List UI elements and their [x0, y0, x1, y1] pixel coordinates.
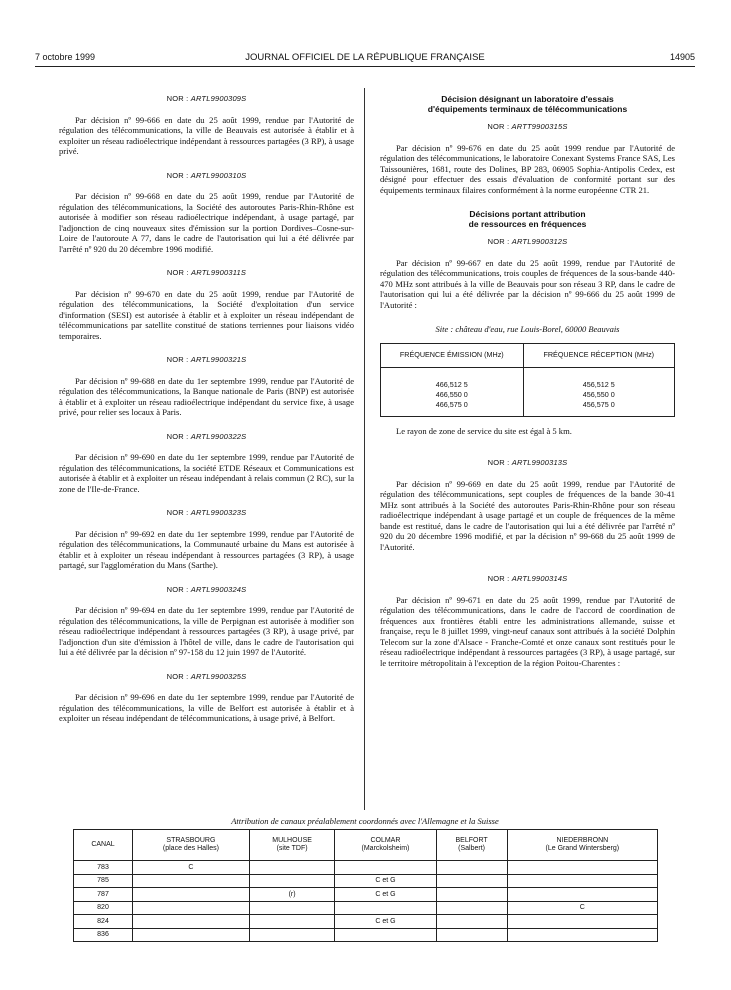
section-title-laboratoire: [380, 94, 675, 114]
canaux-table: [73, 829, 658, 942]
header-rule: [35, 66, 695, 67]
canal-assignment: [133, 874, 250, 888]
freq-cell: 466,550 0: [381, 390, 524, 400]
section-title-line: d'équipements terminaux de télécommunications: [427, 104, 628, 114]
canal-assignment: [507, 861, 657, 875]
table-row: [74, 901, 658, 915]
nor-prefix: NOR :: [166, 508, 189, 517]
canal-number: 824: [74, 915, 133, 929]
decision-paragraph: Par décision nº 99-690 en date du 1er septembre 1999, rendue par l'Autorité de régulation des télécommunications, la société ETDE Réseaux et Communications est autorisée à établir et à exploiter un réseau indépendant à relais commun (2 RC), sur la zone de l'Ile-de-France.: [59, 452, 354, 494]
canal-assignment: [249, 861, 335, 875]
canaux-header-cell: [335, 830, 436, 861]
canaux-table-caption: Attribution de canaux préalablement coordonnés avec l'Allemagne et la Suisse: [231, 816, 499, 826]
nor-reference: [59, 432, 354, 443]
nor-reference: [59, 355, 354, 366]
decision-paragraph: Par décision nº 99-694 en date du 1er septembre 1999, rendue par l'Autorité de régulation des télécommunications, la ville de Perpignan est autorisée à modifier son réseau radioélectrique indépendant à ressources partagées (3 RP), à usage privé, par l'adjonction d'un site d'émission à l'hôtel de ville, dans le cadre de l'autorisation qui lui a été délivrée par la décision nº 97-158 du 12 juin 1997 de l'Autorité.: [59, 605, 354, 657]
nor-reference: [59, 508, 354, 519]
nor-code: ARTL9900310S: [190, 170, 247, 180]
canal-assignment: [436, 874, 507, 888]
canaux-header-cell: [249, 830, 335, 861]
header-line: NIEDERBRONN: [556, 836, 609, 844]
decision-paragraph: Par décision nº 99-688 en date du 1er septembre 1999, rendue par l'Autorité de régulation des télécommunications, la Banque nationale de Paris (BNP) est autorisée à établir et à exploiter un réseau radioélectrique indépendant du service fixe, à usage privé, pour relier ses locaux à Paris.: [59, 375, 354, 417]
nor-reference: [59, 171, 354, 182]
left-column: [59, 94, 354, 738]
canal-assignment: [436, 915, 507, 929]
column-divider: [364, 88, 365, 810]
frequency-table: [380, 343, 675, 417]
nor-prefix: NOR :: [487, 574, 510, 583]
table-spacer: [381, 367, 524, 380]
canal-assignment: [507, 928, 657, 942]
decision-paragraph: Par décision nº 99-671 en date du 25 août 1999, rendue par l'Autorité de régulation des télécommunications, dans le cadre de l'accord de coordination de fréquences aux frontières établi entre les administrations allemande, suisse et française, reçu le 8 juillet 1999, vingt-neuf canaux sont attribués à la société Dolphin Telecom sur la zone d'Alsace - Franche-Comté et onze canaux sont restitués pour le réseau radioélectrique indépendant à ressources partagées (3 RP), à usage partagé, sur le territoire métropolitain à l'exception de la région Poitou-Charentes :: [380, 594, 675, 668]
table-row: [74, 874, 658, 888]
header-line: MULHOUSE: [272, 836, 312, 844]
table-row: [381, 380, 675, 390]
header-date: 7 octobre 1999: [35, 52, 96, 62]
nor-code: ARTT9900315S: [511, 122, 568, 131]
right-column: [380, 94, 675, 682]
canal-assignment: C et G: [335, 888, 436, 902]
header-line: BELFORT: [455, 836, 488, 844]
decision-paragraph: Par décision nº 99-676 en date du 25 août 1999 rendue par l'Autorité de régulation des télécommunications, le laboratoire Conexant Systems France SAS, Les Taissounières, 1681, route des Dolines, BP 283, 06905 Sophia-Antipolis Cedex, est désigné pour effectuer des essais d'évaluation de conformité portant sur des équipements terminaux filaires conformément à la norme européenne CTR 21.: [380, 142, 675, 195]
nor-reference: [59, 672, 354, 683]
nor-prefix: NOR :: [166, 170, 189, 180]
nor-code: ARTL9900314S: [511, 574, 568, 583]
nor-reference: [380, 237, 675, 248]
nor-code: ARTL9900325S: [190, 671, 247, 681]
nor-reference: [380, 122, 675, 133]
canal-assignment: [133, 901, 250, 915]
canal-assignment: [436, 901, 507, 915]
canal-number: 783: [74, 861, 133, 875]
header-line: (Marckolsheim): [361, 845, 410, 852]
canaux-header-cell: [436, 830, 507, 861]
header-journal-title: JOURNAL OFFICIEL DE LA RÉPUBLIQUE FRANÇAISE: [245, 52, 485, 63]
canal-assignment: [507, 874, 657, 888]
nor-reference: [380, 458, 675, 469]
nor-reference: [59, 585, 354, 596]
nor-prefix: NOR :: [166, 431, 189, 441]
nor-code: ARTL9900309S: [190, 94, 247, 103]
table-row: [74, 915, 658, 929]
nor-code: ARTL9900313S: [511, 458, 568, 467]
canal-assignment: [249, 874, 335, 888]
freq-header-reception: FRÉQUENCE RÉCEPTION (MHz): [523, 343, 674, 367]
canaux-header-cell: [507, 830, 657, 861]
canal-assignment: [249, 928, 335, 942]
header-line: CANAL: [91, 840, 115, 848]
decision-paragraph: Par décision nº 99-696 en date du 1er septembre 1999, rendue par l'Autorité de régulation des télécommunications, la ville de Belfort est autorisée à établir et à exploiter un réseau indépendant de télécommunications, à usage privé, à Belfort.: [59, 692, 354, 723]
canal-assignment: [133, 928, 250, 942]
canal-assignment: [133, 888, 250, 902]
decision-paragraph: Par décision nº 99-669 en date du 25 août 1999, rendue par l'Autorité de régulation des télécommunications, sept couples de fréquences de la bande 30-41 MHz sont attribués à la Société des autoroutes Paris-Rhin-Rhône pour son réseau radioélectrique indépendant à usage partagé et un couple de fréquences de la même bande est restitué, dans le cadre de l'autorisation qui lui a été délivrée par l'arrêté nº 920 du 20 décembre 1996 modifié, et par la décision nº 99-668 du 25 août 1999 de l'Autorité.: [380, 478, 675, 552]
table-header-row: [74, 830, 658, 861]
canal-number: 820: [74, 901, 133, 915]
nor-reference: [59, 94, 354, 105]
canal-assignment: [507, 888, 657, 902]
table-spacer: [523, 367, 674, 380]
header-line: COLMAR: [370, 836, 401, 844]
canal-assignment: [249, 915, 335, 929]
freq-cell: 456,575 0: [523, 400, 674, 417]
canal-assignment: (r): [249, 888, 335, 902]
nor-reference: [380, 574, 675, 585]
canal-number: 785: [74, 874, 133, 888]
nor-prefix: NOR :: [487, 122, 510, 131]
nor-prefix: NOR :: [166, 671, 189, 681]
site-label: Site : château d'eau, rue Louis-Borel, 60000 Beauvais: [435, 324, 620, 334]
canaux-header-cell: [133, 830, 250, 861]
canal-assignment: [133, 915, 250, 929]
nor-reference: [59, 268, 354, 279]
header-line: (place des Halles): [162, 845, 219, 852]
canaux-header-cell: [74, 830, 133, 861]
section-title-frequences: [380, 209, 675, 229]
table-row: [74, 928, 658, 942]
nor-prefix: NOR :: [487, 458, 510, 467]
nor-prefix: NOR :: [166, 355, 189, 364]
decision-paragraph: Par décision nº 99-668 en date du 25 août 1999, rendue par l'Autorité de régulation des télécommunications, la Société des autoroutes Paris-Rhin-Rhône est autorisée à modifier son réseau radioélectrique indépendant, à usage partagé, par l'adjonction de cinq nouveaux sites d'émission sur la portion Dordives–Cosne-sur-Loire de l'autoroute A 77, dans le cadre de l'autorisation qui lui a été délivrée par l'arrêté nº 920 du 20 décembre 1996 modifié.: [59, 191, 354, 254]
nor-prefix: NOR :: [487, 237, 510, 246]
decision-paragraph: Par décision nº 99-692 en date du 1er septembre 1999, rendue par l'Autorité de régulation des télécommunications, la Communauté urbaine du Mans est autorisée à établir et à exploiter un réseau indépendant à ressources partagées (3 RP), à usage partagé, sur l'agglomération du Mans (Sarthe).: [59, 528, 354, 570]
table-row: [381, 390, 675, 400]
freq-cell: 466,575 0: [381, 400, 524, 417]
canal-assignment: [436, 928, 507, 942]
canal-assignment: [507, 915, 657, 929]
nor-prefix: NOR :: [166, 268, 189, 277]
freq-cell: 456,512 5: [523, 380, 674, 390]
table-row: [74, 888, 658, 902]
nor-code: ARTL9900322S: [190, 431, 247, 441]
section-title-line: Décision désignant un laboratoire d'essais: [441, 94, 614, 104]
nor-code: ARTL9900312S: [511, 237, 568, 246]
canal-assignment: [249, 901, 335, 915]
header-line: (Le Grand Wintersberg): [545, 845, 620, 852]
section-title-line: de ressources en fréquences: [468, 219, 587, 229]
nor-code: ARTL9900321S: [190, 355, 247, 364]
header-line: (site TDF): [276, 845, 308, 852]
canal-assignment: [335, 928, 436, 942]
canal-assignment: [335, 901, 436, 915]
freq-header-emission: FRÉQUENCE ÉMISSION (MHz): [381, 343, 524, 367]
decision-paragraph: Par décision nº 99-670 en date du 25 août 1999, rendue par l'Autorité de régulation des télécommunications, la Société d'exploitation d'un service d'information (SESI) est autorisée à établir et à exploiter un réseau indépendant de télécommunications par satellite constitué de stations terriennes pour liaisons vidéo temporaires.: [59, 288, 354, 341]
freq-cell: 456,550 0: [523, 390, 674, 400]
nor-prefix: NOR :: [166, 584, 189, 594]
table-row: [381, 400, 675, 417]
service-radius-text: Le rayon de zone de service du site est égal à 5 km.: [396, 425, 572, 436]
canal-assignment: [335, 861, 436, 875]
decision-paragraph: Par décision nº 99-667 en date du 25 août 1999, rendue par l'Autorité de régulation des télécommunications, trois couples de fréquences de la sous-bande 440-470 MHz sont attribués à la ville de Beauvais pour son réseau 3 RP, dans le cadre de l'autorisation qui lui a été délivrée par la décision nº 99-666 du 25 août 1999 de l'Autorité :: [380, 257, 675, 310]
nor-prefix: NOR :: [166, 94, 189, 103]
canal-assignment: C et G: [335, 915, 436, 929]
nor-code: ARTL9900311S: [191, 268, 247, 277]
header-line: (Salbert): [458, 845, 485, 852]
table-row: [74, 861, 658, 875]
canal-number: 836: [74, 928, 133, 942]
section-title-line: Décisions portant attribution: [469, 209, 586, 219]
nor-code: ARTL9900324S: [190, 584, 247, 594]
freq-cell: 466,512 5: [381, 380, 524, 390]
canal-assignment: C: [507, 901, 657, 915]
canal-assignment: C et G: [335, 874, 436, 888]
canal-assignment: C: [133, 861, 250, 875]
canal-assignment: [436, 888, 507, 902]
nor-code: ARTL9900323S: [190, 508, 247, 517]
header-line: STRASBOURG: [166, 836, 216, 844]
page-header: [35, 52, 695, 66]
decision-paragraph: Par décision nº 99-666 en date du 25 août 1999, rendue par l'Autorité de régulation des télécommunications, la ville de Beauvais est autorisée à établir et à exploiter un réseau radioélectrique indépendant à ressources partagées (3 RP), à usage privé.: [59, 114, 354, 156]
canal-assignment: [436, 861, 507, 875]
canal-number: 787: [74, 888, 133, 902]
header-page-number: 14905: [669, 52, 695, 62]
